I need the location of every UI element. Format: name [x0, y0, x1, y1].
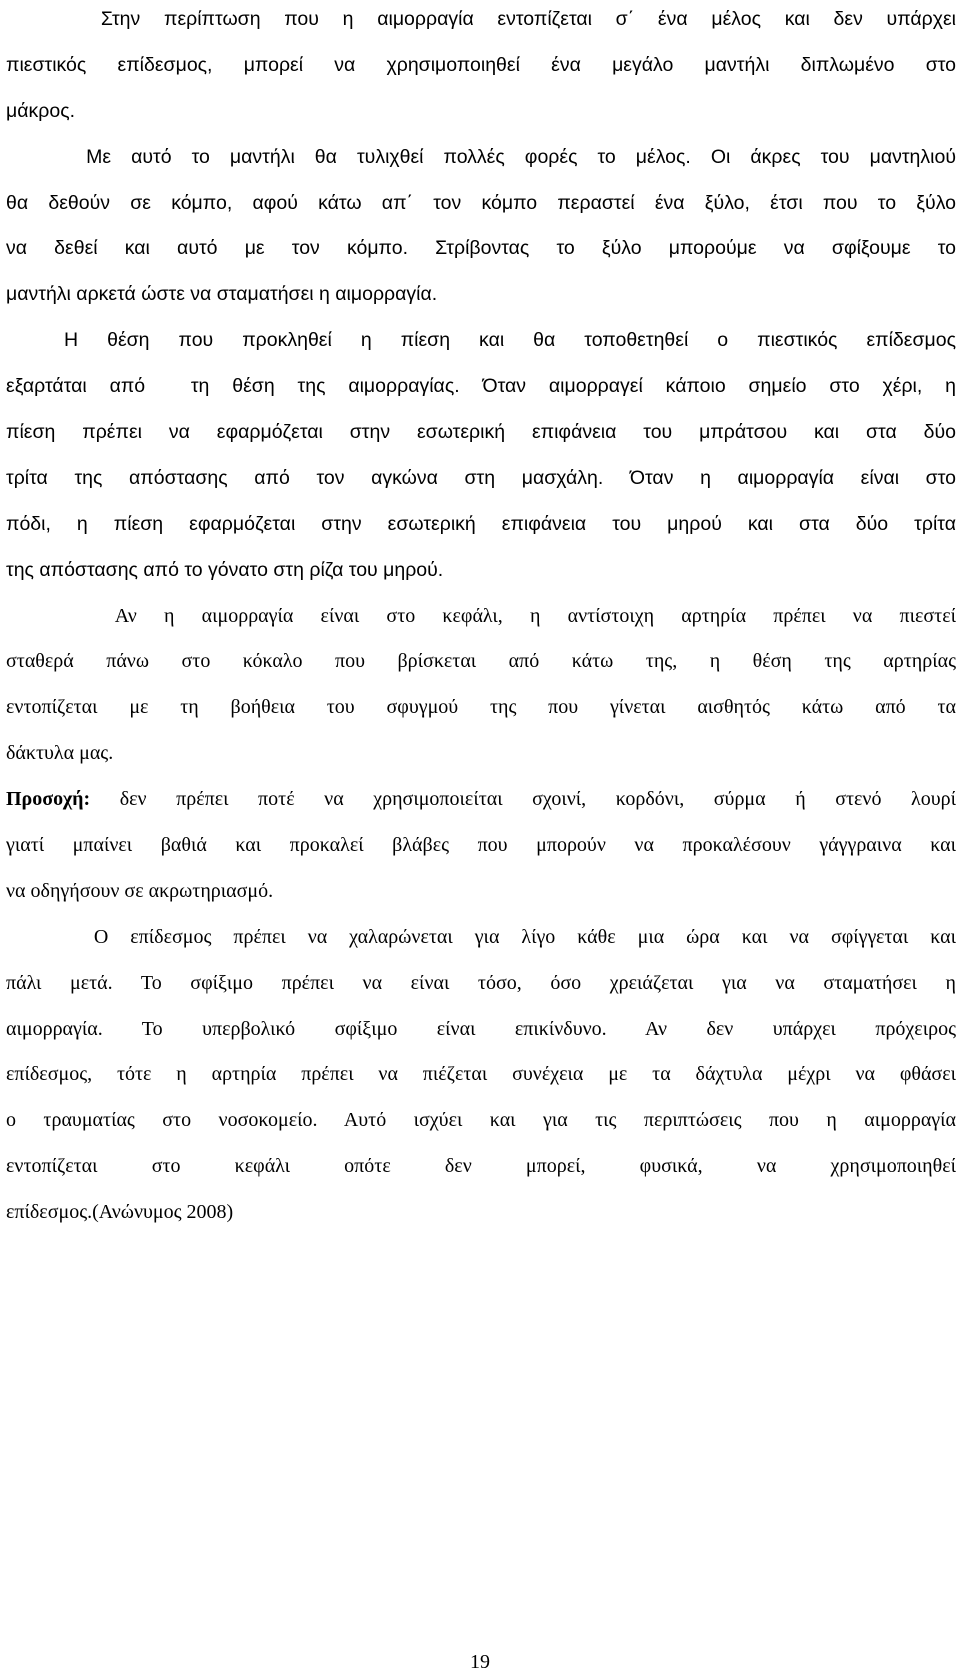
text-line: [6, 548, 956, 594]
text-line: [6, 0, 956, 43]
text-line: [6, 639, 956, 685]
line-text: σταθερά πάνω στο κόκαλο που βρίσκεται από κάτω της, η θέση της αρτηρίας: [6, 650, 956, 673]
text-line: [6, 869, 956, 915]
line-text: εξαρτάται από τη θέση της αιμορραγίας. Όταν αιμορραγεί κάποιο σημείο στο χέρι, η: [6, 375, 956, 398]
text-line: [6, 181, 956, 227]
body-text: [6, 0, 956, 1236]
text-line: [6, 272, 956, 318]
line-text: πίεση πρέπει να εφαρμόζεται στην εσωτερική επιφάνεια του μπράτσου και στα δύο: [6, 421, 956, 444]
line-text: γιατί μπαίνει βαθιά και προκαλεί βλάβες που μπορούν να προκαλέσουν γάγγραινα και: [6, 834, 956, 857]
text-line: [6, 823, 956, 869]
text-line: [6, 915, 956, 961]
line-text: θα δεθούν σε κόμπο, αφού κάτω απ΄ τον κόμπο περαστεί ένα ξύλο, έτσι που το ξύλο: [6, 191, 956, 214]
text-line: [6, 410, 956, 456]
line-text: πιεστικός επίδεσμος, μπορεί να χρησιμοποιηθεί ένα μεγάλο μαντήλι διπλωμένο στο: [6, 53, 956, 76]
line-text: να δεθεί και αυτό με τον κόμπο. Στρίβοντας το ξύλο μπορούμε να σφίξουμε το: [6, 237, 956, 260]
line-text: τρίτα της απόστασης από τον αγκώνα στη μασχάλη. Όταν η αιμορραγία είναι στο: [6, 466, 956, 489]
text-line: [6, 1098, 956, 1144]
text-line: [6, 731, 956, 777]
text-line: [6, 89, 956, 135]
line-text: επίδεσμος, τότε η αρτηρία πρέπει να πιέζεται συνέχεια με τα δάχτυλα μέχρι να φθάσει: [6, 1063, 956, 1086]
text-line: [6, 135, 956, 181]
text-line: [6, 1144, 956, 1190]
line-text: επίδεσμος.(Ανώνυμος 2008): [6, 1201, 234, 1224]
line-text: μαντήλι αρκετά ώστε να σταματήσει η αιμορραγία.: [6, 283, 438, 306]
text-line: [6, 364, 956, 410]
line-text: Αν η αιμορραγία είναι στο κεφάλι, η αντίστοιχη αρτηρία πρέπει να πιεστεί: [6, 604, 956, 627]
line-text: της απόστασης από το γόνατο στη ρίζα του μηρού.: [6, 558, 444, 581]
line-text: δεν πρέπει ποτέ να χρησιμοποιείται σχοινί, κορδόνι, σύρμα ή στενό λουρί: [90, 788, 956, 811]
line-text: ο τραυματίας στο νοσοκομείο. Αυτό ισχύει και για τις περιπτώσεις που η αιμορραγία: [6, 1109, 956, 1132]
page-number: 19: [470, 1651, 490, 1673]
text-line: [6, 456, 956, 502]
line-text: Ο επίδεσμος πρέπει να χαλαρώνεται για λίγο κάθε μια ώρα και να σφίγγεται και: [6, 925, 956, 948]
line-text: Στην περίπτωση που η αιμορραγία εντοπίζεται σ΄ ένα μέλος και δεν υπάρχει: [6, 8, 956, 30]
text-line: [6, 961, 956, 1007]
line-text: δάκτυλα μας.: [6, 742, 114, 765]
text-line: [6, 318, 956, 364]
line-text: εντοπίζεται με τη βοήθεια του σφυγμού της που γίνεται αισθητός κάτω από τα: [6, 696, 956, 719]
line-text: αιμορραγία. Το υπερβολικό σφίξιμο είναι επικίνδυνο. Αν δεν υπάρχει πρόχειρος: [6, 1017, 956, 1040]
line-text: πόδι, η πίεση εφαρμόζεται στην εσωτερική επιφάνεια του μηρού και στα δύο τρίτα: [6, 512, 956, 535]
bold-label: Προσοχή:: [6, 788, 91, 811]
text-line: [6, 1190, 956, 1236]
text-line: [6, 594, 956, 640]
line-text: μάκρος.: [6, 99, 76, 122]
line-text: Με αυτό το μαντήλι θα τυλιχθεί πολλές φορές το μέλος. Οι άκρες του μαντηλιού: [6, 145, 956, 168]
text-line: [6, 502, 956, 548]
text-line: [6, 1007, 956, 1053]
text-line: [6, 777, 956, 823]
line-text: Η θέση που προκληθεί η πίεση και θα τοποθετηθεί ο πιεστικός επίδεσμος: [6, 329, 956, 352]
line-text: πάλι μετά. Το σφίξιμο πρέπει να είναι τόσο, όσο χρειάζεται για να σταματήσει η: [6, 971, 956, 994]
line-text: να οδηγήσουν σε ακρωτηριασμό.: [6, 879, 274, 902]
text-line: [6, 1052, 956, 1098]
text-line: [6, 226, 956, 272]
text-line: [6, 43, 956, 89]
line-text: εντοπίζεται στο κεφάλι οπότε δεν μπορεί, φυσικά, να χρησιμοποιηθεί: [6, 1155, 956, 1178]
text-line: [6, 685, 956, 731]
